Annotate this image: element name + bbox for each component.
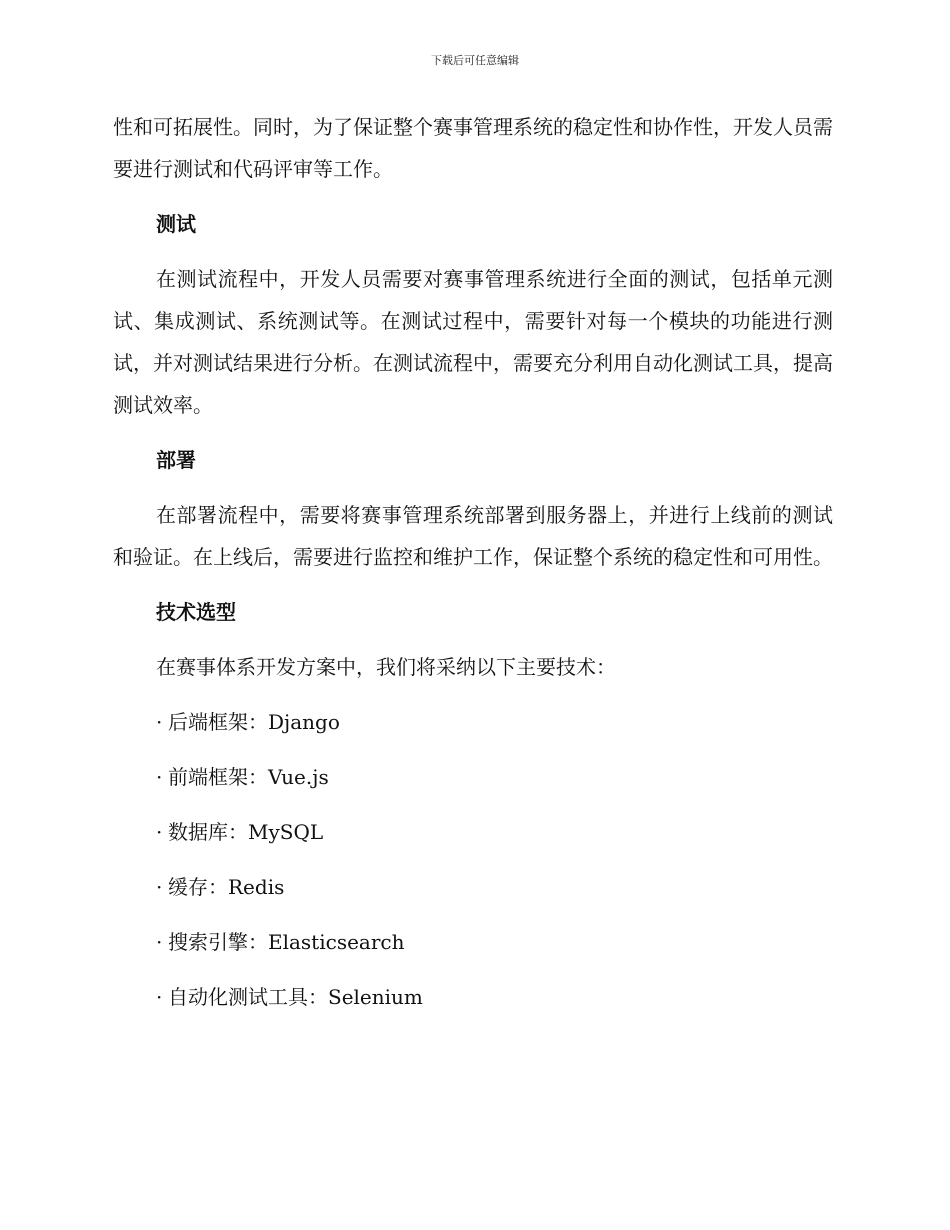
- bullet-icon: ·: [156, 710, 163, 734]
- list-item: [156, 701, 833, 743]
- list-item: [156, 921, 833, 963]
- list-item: [156, 866, 833, 908]
- bullet-icon: ·: [156, 930, 163, 954]
- tech-list: [113, 701, 833, 1018]
- list-item-text: 缓存：Redis: [168, 875, 285, 899]
- list-item-text: 前端框架：Vue.js: [168, 765, 329, 789]
- section-heading-testing: 测试: [156, 212, 196, 236]
- list-item: [156, 976, 833, 1018]
- bullet-icon: ·: [156, 875, 163, 899]
- bullet-icon: ·: [156, 985, 163, 1009]
- paragraph-testing: 在测试流程中，开发人员需要对赛事管理系统进行全面的测试，包括单元测试、集成测试、系统测试等。在测试过程中，需要针对每一个模块的功能进行测试，并对测试结果进行分析。在测试流程中，需要充分利用自动化测试工具，提高测试效率。: [113, 267, 833, 417]
- list-item: [156, 756, 833, 798]
- list-item: [156, 811, 833, 853]
- bullet-icon: ·: [156, 820, 163, 844]
- paragraph-deployment: 在部署流程中，需要将赛事管理系统部署到服务器上，并进行上线前的测试和验证。在上线后，需要进行监控和维护工作，保证整个系统的稳定性和可用性。: [113, 503, 833, 569]
- list-item-text: 自动化测试工具：Selenium: [168, 985, 423, 1009]
- section-heading-deployment: 部署: [156, 448, 196, 472]
- bullet-icon: ·: [156, 765, 163, 789]
- list-item-text: 搜索引擎：Elasticsearch: [168, 930, 405, 954]
- document-body: [113, 106, 833, 1031]
- list-item-text: 后端框架：Django: [168, 710, 340, 734]
- paragraph-continuation: 性和可拓展性。同时，为了保证整个赛事管理系统的稳定性和协作性，开发人员需要进行测试和代码评审等工作。: [113, 115, 833, 181]
- list-item-text: 数据库：MySQL: [168, 820, 324, 844]
- paragraph-tech-intro: 在赛事体系开发方案中，我们将采纳以下主要技术：: [156, 655, 616, 679]
- page-header: 下载后可任意编辑: [431, 54, 519, 67]
- section-heading-tech-selection: 技术选型: [156, 600, 236, 624]
